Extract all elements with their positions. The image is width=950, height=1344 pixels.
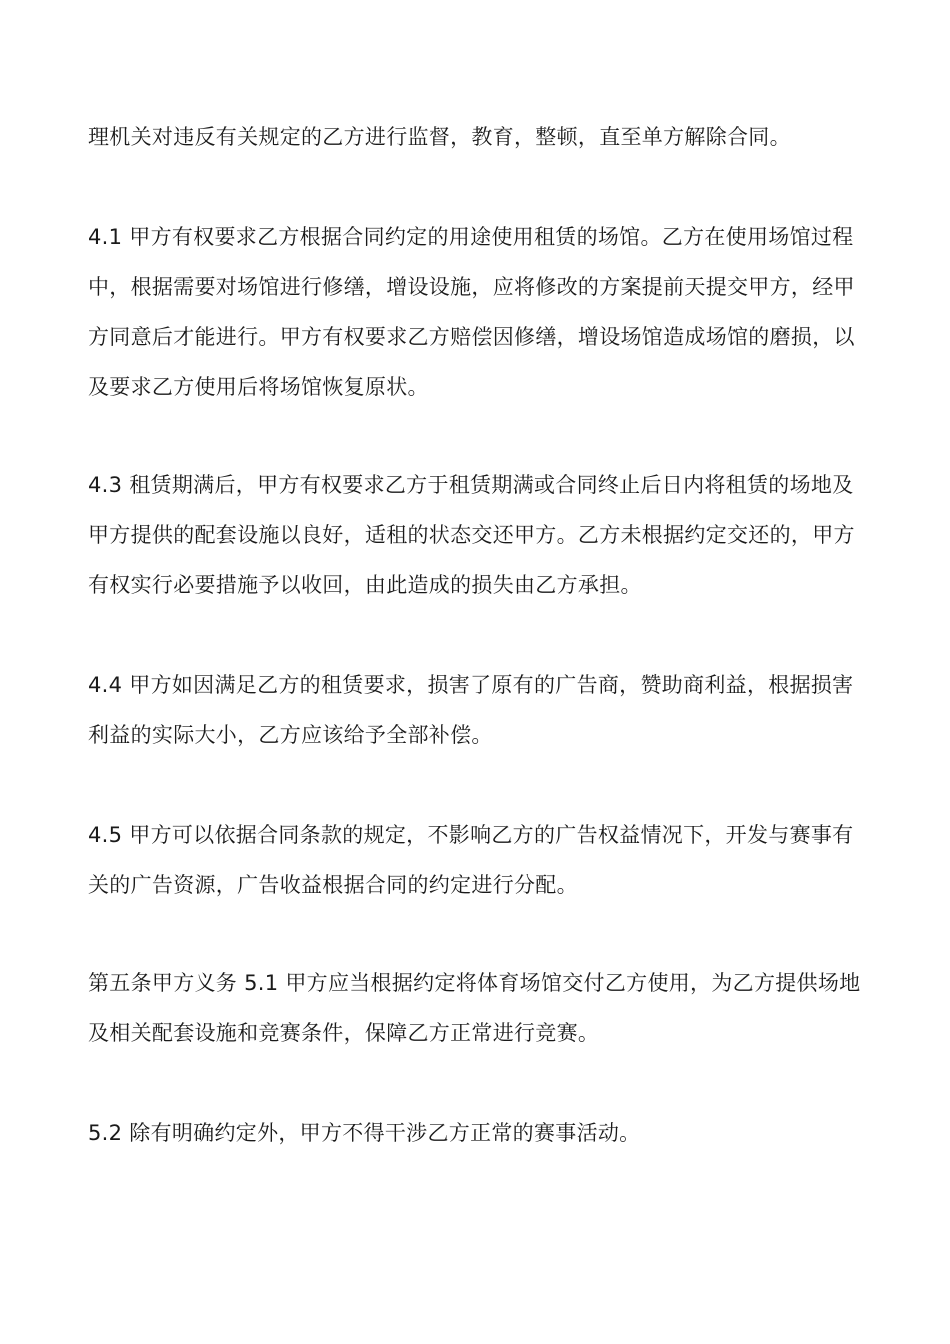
paragraph-clause-4-5: 4.5 甲方可以依据合同条款的规定，不影响乙方的广告权益情况下，开发与赛事有关的广告资源，广告收益根据合同的约定进行分配。	[88, 823, 854, 897]
paragraph-clause-5-2: 5.2 除有明确约定外，甲方不得干涉乙方正常的赛事活动。	[88, 1121, 641, 1145]
paragraph-clause-4-4: 4.4 甲方如因满足乙方的租赁要求，损害了原有的广告商，赞助商利益，根据损害利益的实际大小，乙方应该给予全部补偿。	[88, 673, 854, 747]
paragraph-clause-continuation: 理机关对违反有关规定的乙方进行监督，教育，整顿，直至单方解除合同。	[88, 125, 791, 149]
paragraph-clause-4-1: 4.1 甲方有权要求乙方根据合同约定的用途使用租赁的场馆。乙方在使用场馆过程中，根据需要对场馆进行修缮，增设设施，应将修改的方案提前天提交甲方，经甲方同意后才能进行。甲方有权要求乙方赔偿因修缮，增设场馆造成场馆的磨损，以及要求乙方使用后将场馆恢复原状。	[88, 225, 855, 399]
paragraph-clause-4-3: 4.3 租赁期满后，甲方有权要求乙方于租赁期满或合同终止后日内将租赁的场地及甲方提供的配套设施以良好，适租的状态交还甲方。乙方未根据约定交还的，甲方有权实行必要措施予以收回，由此造成的损失由乙方承担。	[88, 473, 855, 597]
paragraph-article-5-clause-5-1: 第五条甲方义务 5.1 甲方应当根据约定将体育场馆交付乙方使用，为乙方提供场地及相关配套设施和竞赛条件，保障乙方正常进行竞赛。	[88, 971, 861, 1045]
